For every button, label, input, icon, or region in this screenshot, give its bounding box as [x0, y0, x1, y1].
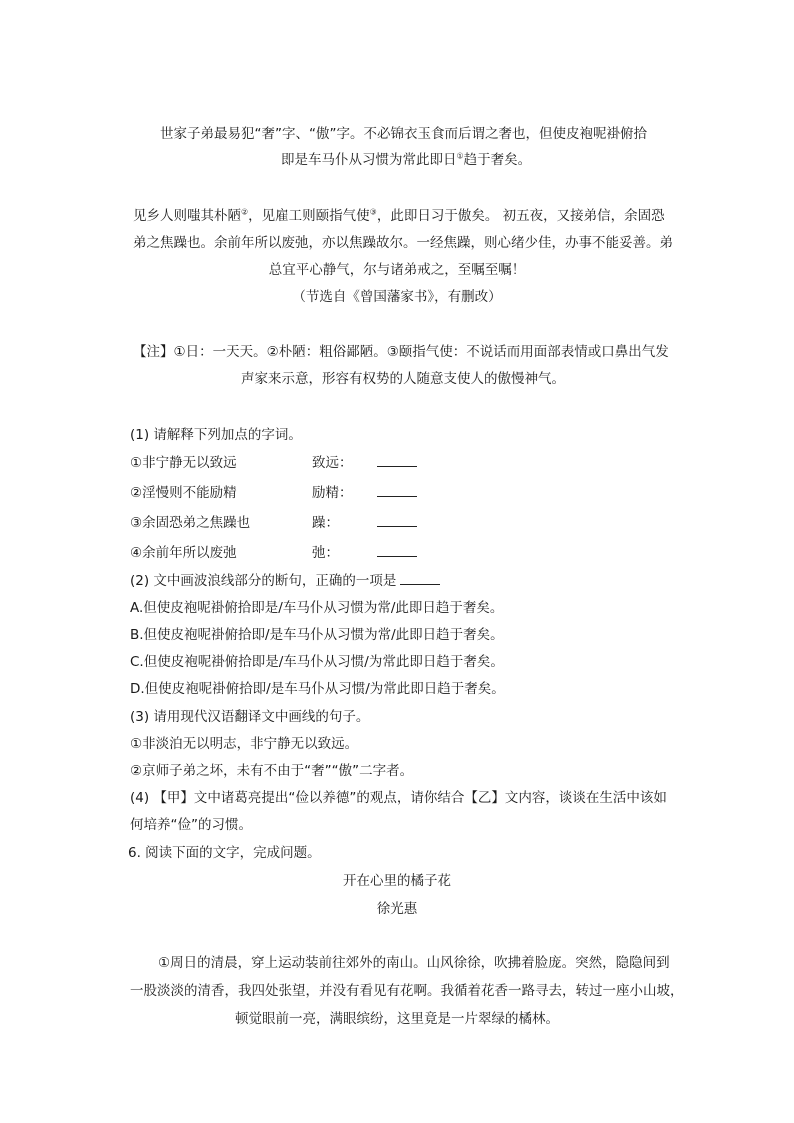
passage-line-3	[133, 207, 665, 225]
q2-option-b[interactable]: B.但使皮袍呢褂俯拾即/是车马仆从习惯为常/此即日趋于奢矣。	[130, 627, 504, 643]
q3-item-1: ①非淡泊无以明志，非宁静无以致远。	[130, 736, 359, 752]
q3-item-2: ②京师子弟之坏，未有不由于“奢”“傲”二字者。	[130, 763, 414, 779]
q1-item-1-answer-blank[interactable]	[377, 454, 417, 472]
passage-line-5: 总宜平心静气，尔与诸弟戒之，至嘱至嘱！	[268, 262, 526, 278]
article-paragraph-line-1: ①周日的清晨，穿上运动装前往郊外的南山。山风徐徐，吹拂着脸庞。突然，隐隐间到	[158, 955, 670, 971]
q1-item-4-answer-blank[interactable]	[377, 544, 417, 562]
passage-line-2-text-a: 即是车马仆从习惯为常此即日	[281, 152, 457, 168]
notes-line-1: 【注】①日：一天天。②朴陋：粗俗鄙陋。③颐指气使：不说话而用面部表情或口鼻出气发	[133, 344, 669, 360]
q1-item-4-term: 弛：	[312, 545, 339, 561]
q1-item-2-term: 励精：	[312, 485, 353, 501]
passage-line-3-text-a: 见乡人则嗤其朴陋	[133, 208, 241, 224]
q1-item-3-term: 躁：	[312, 515, 339, 531]
passage-source: （节选自《曾国藩家书》，有删改）	[292, 289, 502, 305]
passage-line-1: 世家子弟最易犯“奢”字、“傲”字。不必锦衣玉食而后谓之奢也，但使皮袍呢褂俯拾	[160, 126, 647, 142]
q4-line-1: (4) 【甲】文中诸葛亮提出“俭以养德”的观点，请你结合【乙】文内容，谈谈在生活中该如	[130, 790, 667, 806]
passage-line-4: 弟之焦躁也。余前年所以废弛，亦以焦躁故尔。一经焦躁，则心绪少佳，办事不能妥善。弟	[133, 235, 673, 251]
q4-line-2: 何培养“俭”的习惯。	[130, 817, 252, 833]
footnote-mark-2: ②	[241, 207, 249, 217]
article-paragraph-line-2: 一股淡淡的清香，我四处张望，并没有看见有花啊。我循着花香一路寻去，转过一座小山坡，	[130, 983, 684, 999]
q2-option-c[interactable]: C.但使皮袍呢褂俯拾即是/车马仆从习惯/为常此即日趋于奢矣。	[130, 654, 504, 670]
passage-line-3-text-c: ，此即日习于傲矣。 初五夜，又接弟信，余固恐	[376, 208, 665, 224]
q2-prompt-text: (2) 文中画波浪线部分的断句，正确的一项是	[130, 573, 397, 589]
article-paragraph-line-3: 顿觉眼前一亮，满眼缤纷，这里竟是一片翠绿的橘林。	[235, 1011, 559, 1027]
q1-prompt: (1) 请解释下列加点的字词。	[130, 427, 302, 443]
q2-option-a[interactable]: A.但使皮袍呢褂俯拾即是/车马仆从习惯为常/此即日趋于奢矣。	[130, 600, 504, 616]
q2-answer-blank[interactable]	[400, 572, 440, 585]
footnote-mark-1: ①	[456, 151, 464, 161]
q1-item-3-answer-blank[interactable]	[377, 514, 417, 532]
passage-line-3-text-b: ，见雇工则颐指气使	[248, 208, 370, 224]
notes-line-2: 声家来示意，形容有权势的人随意支使人的傲慢神气。	[241, 371, 565, 387]
q1-item-2-answer-blank[interactable]	[377, 484, 417, 502]
q1-item-3: ③余固恐弟之焦躁也	[130, 515, 251, 531]
section-6-heading: 6. 阅读下面的文字，完成问题。	[128, 845, 321, 861]
q3-prompt: (3) 请用现代汉语翻译文中画线的句子。	[130, 709, 370, 725]
passage-line-2-text-b: 趋于奢矣。	[463, 152, 532, 168]
q2-option-d[interactable]: D.但使皮袍呢褂俯拾即/是车马仆从习惯/为常此即日趋于奢矣。	[130, 681, 505, 697]
passage-line-2	[281, 151, 531, 169]
q1-item-4: ④余前年所以废弛	[130, 545, 237, 561]
q2-prompt	[130, 572, 440, 590]
q1-item-2: ②淫慢则不能励精	[130, 485, 237, 501]
article-title: 开在心里的橘子花	[343, 873, 451, 889]
q1-item-1-term: 致远：	[312, 455, 353, 471]
q1-item-sentence: ①非宁静无以致远	[130, 455, 237, 471]
article-author: 徐光惠	[376, 901, 418, 917]
footnote-mark-3: ③	[369, 207, 377, 217]
